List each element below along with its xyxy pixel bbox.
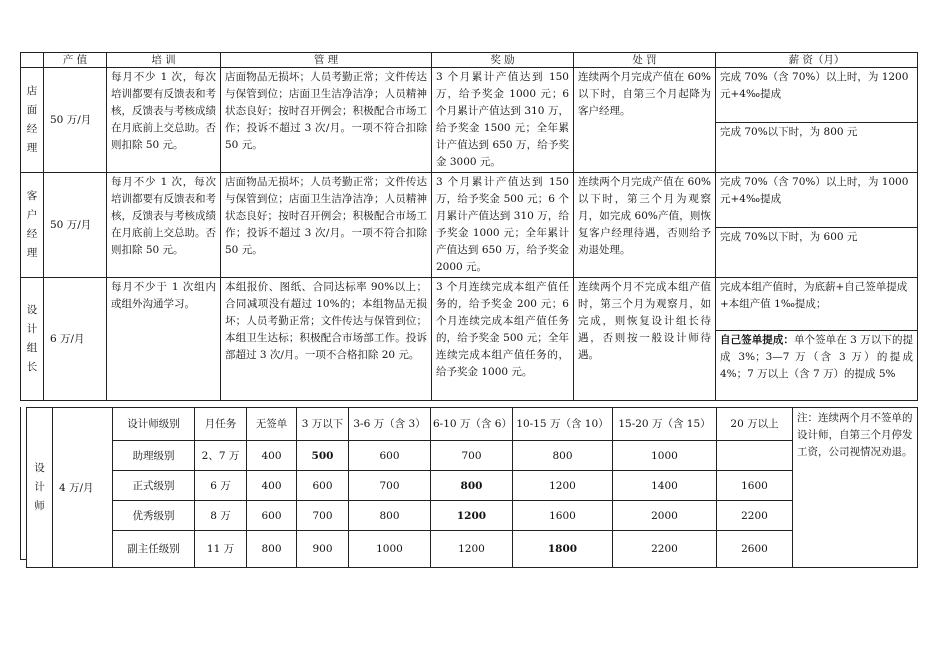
cell-highlight: 1200 xyxy=(431,501,513,531)
cell: 2000 xyxy=(613,501,717,531)
cell: 2600 xyxy=(717,531,793,568)
cell: 1400 xyxy=(613,471,717,501)
training-cell: 每月不少 1 次，每次培训都要有反馈表和考核，反馈表与考核成绩在月底前上交总助。否则扣除 50 元。 xyxy=(107,173,221,278)
note-cell: 注：连续两个月不签单的设计师，自第三个月停发工资，公司视情况劝退。 xyxy=(793,408,918,568)
reward-cell: 3 个月累计产值达到 150 万，给予奖金 1000 元；6 个月累计产值达到 310 万，给予奖金 1500 元；全年累计产值达到 650 万，给予奖金 3000 元。 xyxy=(432,68,574,173)
commission-text: 单个签单在 3 万以下的提成 3%；3—7 万（含 3 万）的提成 4%；7 万以上（含 7 万）的提成 5% xyxy=(720,334,914,380)
col-6-10: 6-10 万（含 6） xyxy=(431,408,513,441)
header-management: 管 理 xyxy=(221,53,432,68)
level-name: 副主任级别 xyxy=(113,531,195,568)
training-cell: 每月不少 1 次，每次培训都要有反馈表和考核，反馈表与考核成绩在月底前上交总助。否则扣除 50 元。 xyxy=(107,68,221,173)
salary-cell-lower: 完成 70%以下时，为 800 元 xyxy=(716,123,918,173)
table-row xyxy=(27,501,918,531)
penalty-cell: 连续两个月完成产值在 60%以下时，第三个月为观察月，如完成 60%产值，则恢复客户经理待遇，否则给予劝退处理。 xyxy=(574,173,716,278)
header-reward: 奖 励 xyxy=(432,53,574,68)
salary-cell-upper: 完成 70%（含 70%）以上时，为 1000 元+4‰提成 xyxy=(716,173,918,228)
designer-header-row xyxy=(27,408,918,441)
cell: 400 xyxy=(247,471,297,501)
col-level: 设计师级别 xyxy=(113,408,195,441)
role-cell: 设计组长 xyxy=(21,278,44,401)
output-cell: 50 万/月 xyxy=(44,173,107,278)
cell-highlight: 500 xyxy=(297,441,349,471)
salary-cell-lower: 完成 70%以下时，为 600 元 xyxy=(716,228,918,278)
col-3-6: 3-6 万（含 3） xyxy=(349,408,431,441)
cell xyxy=(717,441,793,471)
cell: 700 xyxy=(349,471,431,501)
row-account-manager xyxy=(21,173,918,228)
level-task: 8 万 xyxy=(195,501,247,531)
header-salary: 薪 资（月） xyxy=(716,53,918,68)
table-row xyxy=(27,471,918,501)
salary-cell-upper: 完成本组产值时，为底薪+自己签单提成+本组产值 1‰提成； xyxy=(716,278,918,331)
header-training: 培 训 xyxy=(107,53,221,68)
col-under3: 3 万以下 xyxy=(297,408,349,441)
cell: 900 xyxy=(297,531,349,568)
salary-cell-lower xyxy=(716,331,918,401)
cell: 2200 xyxy=(717,501,793,531)
col-15-20: 15-20 万（含 15） xyxy=(613,408,717,441)
col-none: 无签单 xyxy=(247,408,297,441)
cell: 700 xyxy=(431,441,513,471)
header-penalty: 处 罚 xyxy=(574,53,716,68)
cell: 1600 xyxy=(513,501,613,531)
reward-cell: 3 个月连续完成本组产值任务的，给予奖金 200 元；6 个月连续完成本组产值任务的，给予奖金 500 元；全年连续完成本组产值任务的，给予奖金 1000 元。 xyxy=(432,278,574,401)
left-border-line xyxy=(20,407,21,559)
cell: 400 xyxy=(247,441,297,471)
header-output: 产 值 xyxy=(44,53,107,68)
table-row xyxy=(27,531,918,568)
level-task: 2、7 万 xyxy=(195,441,247,471)
row-store-manager xyxy=(21,68,918,123)
level-name: 正式级别 xyxy=(113,471,195,501)
level-task: 6 万 xyxy=(195,471,247,501)
cell: 800 xyxy=(513,441,613,471)
cell: 1000 xyxy=(613,441,717,471)
cell: 1200 xyxy=(513,471,613,501)
designer-table xyxy=(26,407,918,568)
reward-cell: 3 个月累计产值达到 150 万，给予奖金 500 元；6 个月累计产值达到 310 万，给予奖金 1000 元；全年累计产值达到 650 万，给予奖金 2000 元。 xyxy=(432,173,574,278)
cell: 2200 xyxy=(613,531,717,568)
cell: 1200 xyxy=(431,531,513,568)
salary-cell-upper: 完成 70%（含 70%）以上时，为 1200 元+4‰提成 xyxy=(716,68,918,123)
cell: 1600 xyxy=(717,471,793,501)
penalty-cell: 连续两个月不完成本组产值时，第三个月为观察月，如完成，则恢复设计组长待遇，否则按一般设计师待遇。 xyxy=(574,278,716,401)
cell: 600 xyxy=(349,441,431,471)
management-cell: 店面物品无损坏；人员考勤正常；文件传达与保管到位；店面卫生洁净洁净；人员精神状态良好；按时召开例会；积极配合市场工作；投诉不超过 3 次/月。一项不符合扣除 50 元。 xyxy=(221,173,432,278)
cell: 800 xyxy=(349,501,431,531)
table-row xyxy=(27,441,918,471)
management-cell: 本组报价、图纸、合同达标率 90%以上；合同减项没有超过 10%的；本组物品无损坏；人员考勤正常；文件传达与保管到位；本组卫生达标；积极配合市场部工作。投诉部超过 3 次/月。一项不合格扣除 20 元。 xyxy=(221,278,432,401)
role-cell: 设计师 xyxy=(27,408,53,568)
level-name: 助理级别 xyxy=(113,441,195,471)
role-cell: 店面经理 xyxy=(21,68,44,173)
cell: 1000 xyxy=(349,531,431,568)
output-cell: 4 万/月 xyxy=(53,408,113,568)
output-cell: 50 万/月 xyxy=(44,68,107,173)
cell: 800 xyxy=(247,531,297,568)
cell: 600 xyxy=(247,501,297,531)
compensation-table xyxy=(20,52,918,401)
role-cell: 客户经理 xyxy=(21,173,44,278)
level-task: 11 万 xyxy=(195,531,247,568)
level-name: 优秀级别 xyxy=(113,501,195,531)
output-cell: 6 万/月 xyxy=(44,278,107,401)
col-over20: 20 万以上 xyxy=(717,408,793,441)
cell-highlight: 800 xyxy=(431,471,513,501)
cell: 600 xyxy=(297,471,349,501)
cell: 700 xyxy=(297,501,349,531)
training-cell: 每月不少于 1 次组内或组外沟通学习。 xyxy=(107,278,221,401)
col-10-15: 10-15 万（含 10） xyxy=(513,408,613,441)
penalty-cell: 连续两个月完成产值在 60%以下时，自第三个月起降为客户经理。 xyxy=(574,68,716,173)
col-task: 月任务 xyxy=(195,408,247,441)
row-design-lead xyxy=(21,278,918,331)
management-cell: 店面物品无损坏；人员考勤正常；文件传达与保管到位；店面卫生洁净洁净；人员精神状态良好；按时召开例会；积极配合市场工作；投诉不超过 3 次/月。一项不符合扣除 50 元。 xyxy=(221,68,432,173)
cell-highlight: 1800 xyxy=(513,531,613,568)
commission-label: 自己签单提成： xyxy=(720,334,794,346)
header-row xyxy=(21,53,918,68)
corner-cell xyxy=(21,53,44,68)
